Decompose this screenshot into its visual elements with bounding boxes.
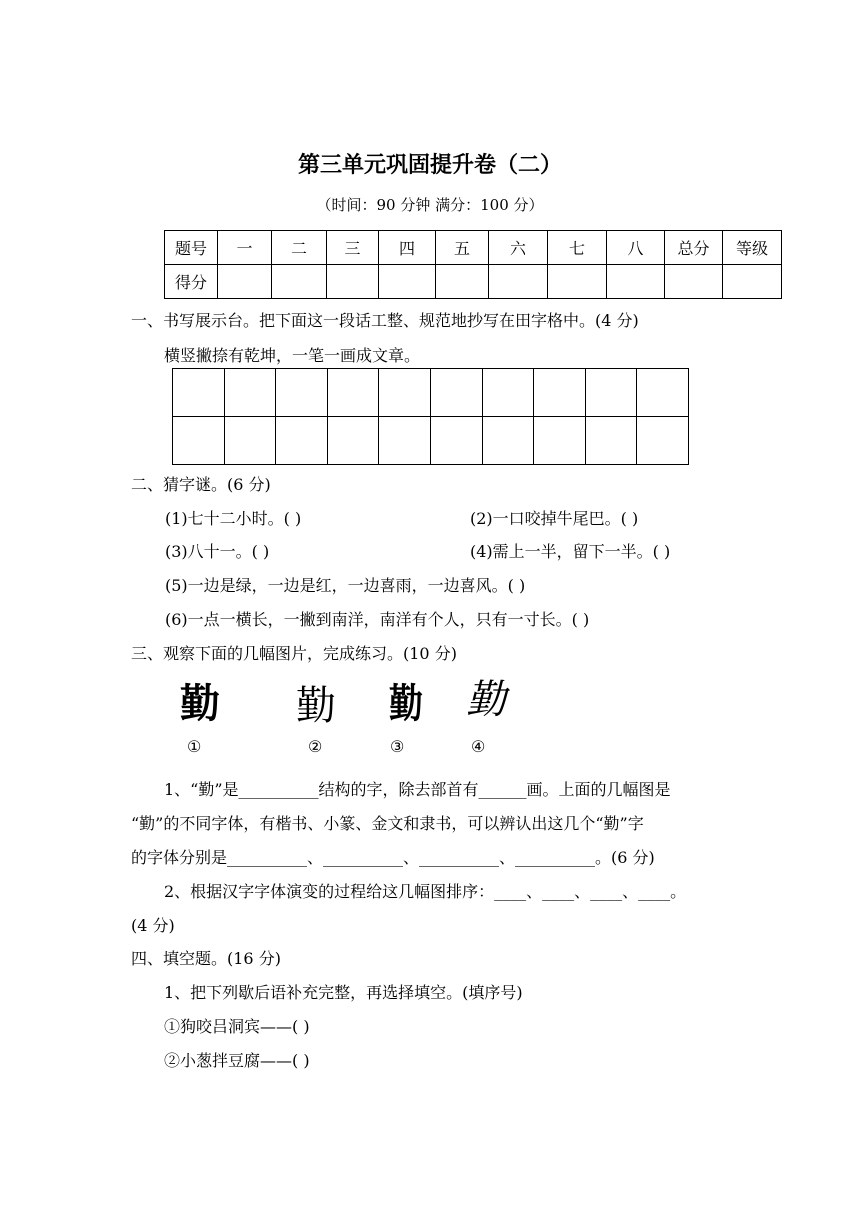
table-cell: 总分 [665,231,723,265]
table-cell: 五 [436,231,489,265]
table-cell: 二 [272,231,327,265]
riddle-2: (2)一口咬掉牛尾巴。( ) [470,509,639,528]
score-table [164,230,782,299]
grid-cell[interactable] [173,369,225,417]
grid-cell[interactable] [276,369,328,417]
table-cell: 六 [489,231,548,265]
glyph-image-3: 勤 [389,681,423,727]
riddle-5: (5)一边是绿，一边是红，一边喜雨，一边喜风。( ) [165,576,526,595]
grid-cell[interactable] [225,417,277,465]
question-3-2-line-2: (4 分) [131,916,175,935]
section-4-heading: 四、填空题。(16 分) [131,949,281,968]
table-cell: 一 [218,231,272,265]
section-3-heading: 三、观察下面的几幅图片，完成练习。(10 分) [131,644,457,663]
riddle-6: (6)一点一横长，一撇到南洋，南洋有个人，只有一寸长。( ) [165,610,590,629]
table-cell: 题号 [165,231,218,265]
score-input-cell[interactable] [665,265,723,299]
question-4-1: 1、把下列歇后语补充完整，再选择填空。(填序号) [164,983,523,1002]
riddle-4: (4)需上一半，留下一半。( ) [470,542,671,561]
glyph-image-2: 勤 [296,683,336,729]
grid-cell[interactable] [483,369,535,417]
idiom-2: ②小葱拌豆腐——( ) [164,1051,310,1070]
section-2-heading: 二、猜字谜。(6 分) [131,475,271,494]
score-input-cell[interactable] [218,265,272,299]
score-input-cell[interactable] [379,265,436,299]
glyph-label-3: ③ [390,737,405,756]
glyph-label-1: ① [187,737,202,756]
table-cell: 七 [548,231,607,265]
score-input-cell[interactable] [272,265,327,299]
copy-text: 横竖撇捺有乾坤，一笔一画成文章。 [164,346,421,365]
glyph-label-4: ④ [471,737,486,756]
score-input-cell[interactable] [548,265,607,299]
page-title: 第三单元巩固提升卷（二） [297,152,562,178]
table-cell: 四 [379,231,436,265]
grid-cell[interactable] [328,369,380,417]
section-1-heading: 一、书写展示台。把下面这一段话工整、规范地抄写在田字格中。(4 分) [131,311,639,330]
riddle-3: (3)八十一。( ) [165,542,270,561]
grid-cell[interactable] [328,417,380,465]
grid-cell[interactable] [637,417,689,465]
question-3-2-line-1: 2、根据汉字字体演变的过程给这几幅图排序：____、____、____、____。 [164,882,687,901]
table-cell: 八 [607,231,665,265]
grid-cell[interactable] [379,369,431,417]
glyph-label-2: ② [308,737,323,756]
grid-cell[interactable] [431,417,483,465]
glyph-image-4: 勤 [466,677,506,723]
grid-cell[interactable] [637,369,689,417]
question-3-1-line-2: “勤”的不同字体，有楷书、小篆、金文和隶书，可以辨认出这几个“勤”字 [131,814,644,833]
score-table-header-row [165,231,782,265]
grid-cell[interactable] [225,369,277,417]
grid-cell[interactable] [483,417,535,465]
score-input-cell[interactable] [607,265,665,299]
score-input-cell[interactable] [327,265,379,299]
grid-cell[interactable] [586,417,638,465]
grid-cell[interactable] [534,369,586,417]
grid-cell[interactable] [276,417,328,465]
grid-cell[interactable] [431,369,483,417]
riddle-1: (1)七十二小时。( ) [165,509,302,528]
idiom-1: ①狗咬吕洞宾——( ) [164,1017,310,1036]
grid-cell[interactable] [534,417,586,465]
table-cell: 等级 [723,231,782,265]
glyph-image-1: 勤 [180,681,220,727]
score-input-cell[interactable] [723,265,782,299]
grid-cell[interactable] [586,369,638,417]
exam-info: （时间：90 分钟 满分：100 分） [316,196,544,214]
grid-cell[interactable] [173,417,225,465]
table-cell: 三 [327,231,379,265]
question-3-1-line-3: 的字体分别是__________、__________、__________、__________。(6 分) [131,848,655,867]
table-cell: 得分 [165,265,218,299]
score-table-score-row [165,265,782,299]
grid-cell[interactable] [379,417,431,465]
score-input-cell[interactable] [489,265,548,299]
question-3-1-line-1: 1、“勤”是__________结构的字，除去部首有______画。上面的几幅图是 [164,780,671,799]
writing-grid[interactable] [172,368,689,465]
score-input-cell[interactable] [436,265,489,299]
